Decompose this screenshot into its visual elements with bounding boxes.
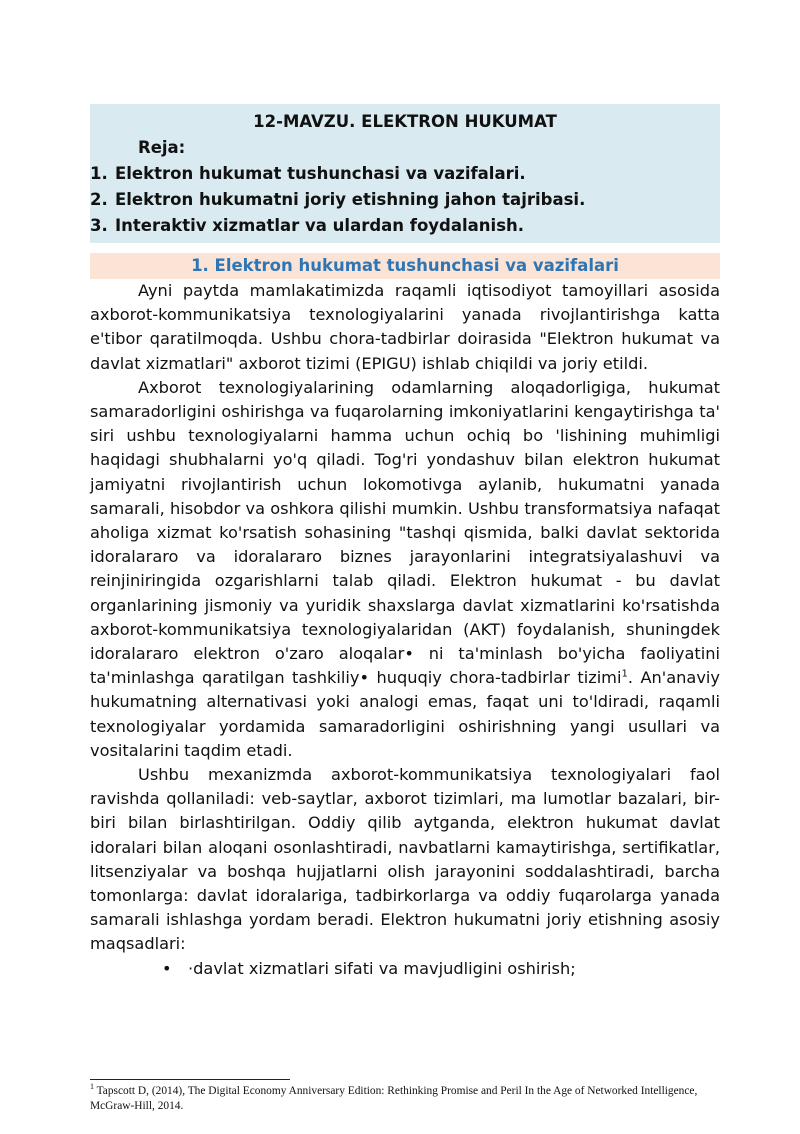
plan-item-number: 3.	[90, 216, 108, 235]
topic-title: 12-MAVZU. ELEKTRON HUKUMAT	[253, 112, 557, 131]
footnote-separator	[90, 1079, 290, 1080]
bullet-text: ·davlat xizmatlari sifati va mavjudligini oshirish;	[188, 958, 576, 978]
plan-item-number: 1.	[90, 164, 108, 183]
plan-item-text: Elektron hukumat tushunchasi va vazifalari.	[115, 164, 526, 183]
paragraph-2-text-b: . An'anaviy hukumatning alternativasi yoki analogi emas, faqat uni to'ldiradi, raqamli texnologiyalar yordamida samaradorligini oshirishning yangi usullari va vositalarini taqdim etadi.	[90, 668, 720, 760]
topic-header-box	[90, 104, 720, 243]
plan-item	[90, 187, 720, 213]
document-page	[90, 104, 720, 981]
footnote-text: Tapscott D, (2014), The Digital Economy Anniversary Edition: Rethinking Promise and Peril In the Age of Networked Intelligence, McGraw-Hill, 2014.	[90, 1085, 698, 1112]
plan-item-text: Elektron hukumatni joriy etishning jahon tajribasi.	[115, 190, 586, 209]
plan-item-text: Interaktiv xizmatlar va ulardan foydalanish.	[115, 216, 525, 235]
footnote	[90, 1084, 720, 1113]
plan-item-number: 2.	[90, 190, 108, 209]
plan-item	[90, 213, 720, 239]
paragraph-2-text-a: Axborot texnologiyalarining odamlarning aloqadorligiga, hukumat samaradorligini oshirishga va fuqarolarning imkoniyatlarini kengaytirishga ta' siri ushbu texnologiyalarni hamma uchun ochiq bo 'lishining muhimligi haqidagi shubhalarni yo'q qiladi. Tog'ri yondashuv bilan elektron hukumat jamiyatni rivojlantirish uchun lokomotivga aylanib, hukumatni yanada samarali, hisobdor va oshkora qilishi mumkin. Ushbu transformatsiya nafaqat aholiga xizmat ko'rsatish sohasining "tashqi qismida, balki davlat sektorida idoralararo va idoralararo biznes jarayonlarini integratsiyalashuvi va reinjiniringida ozgarishlarni talab qiladi. Elektron hukumat - bu davlat organlarining jismoniy va yuridik shaxslarga davlat xizmatlarini ko'rsatishda axborot-kommunikatsiya texnologiyalaridan (AKT) foydalanish, shuningdek idoralararo elektron o'zaro aloqalar• ni ta'minlash bo'yicha faoliyatini ta'minlashga qaratilgan tashkiliy• huquqiy chora-tadbirlar tizimi	[90, 377, 720, 688]
paragraph-3: Ushbu mexanizmda axborot-kommunikatsiya texnologiyalari faol ravishda qollaniladi: veb-saytlar, axborot tizimlari, ma lumotlar bazalari, bir-biri bilan birlashtirilgan. Oddiy qilib aytganda, elektron hukumat davlat idoralari bilan aloqani osonlashtiradi, navbatlarni kamaytirishga, sertifikatlar, litsenziyalar va boshqa hujjatlarni olish jarayonini soddalashtiradi, barcha tomonlarga: davlat idoralariga, tadbirkorlarga va oddiy fuqarolarga yanada samarali ishlashga yordam beradi. Elektron hukumatni joriy etishning asosiy maqsadlari:	[90, 765, 720, 954]
paragraph-1: Ayni paytda mamlakatimizda raqamli iqtisodiyot tamoyillari asosida axborot-kommunikatsiya texnologiyalarini yanada rivojlantirishga katta e'tibor qaratilmoqda. Ushbu chora-tadbirlar doirasida "Elektron hukumat va davlat xizmatlari" axborot tizimi (EPIGU) ishlab chiqildi va joriy etildi.	[90, 281, 720, 373]
paragraph-2	[90, 376, 720, 763]
plan-item	[90, 161, 720, 187]
section-heading: 1. Elektron hukumat tushunchasi va vazifalari	[90, 253, 720, 279]
plan-label: Reja:	[138, 138, 186, 157]
bullet-icon: •	[162, 958, 172, 978]
bullet-item	[90, 957, 720, 981]
footnote-marker: 1	[90, 1082, 94, 1092]
footnote-reference[interactable]: 1	[621, 668, 628, 680]
